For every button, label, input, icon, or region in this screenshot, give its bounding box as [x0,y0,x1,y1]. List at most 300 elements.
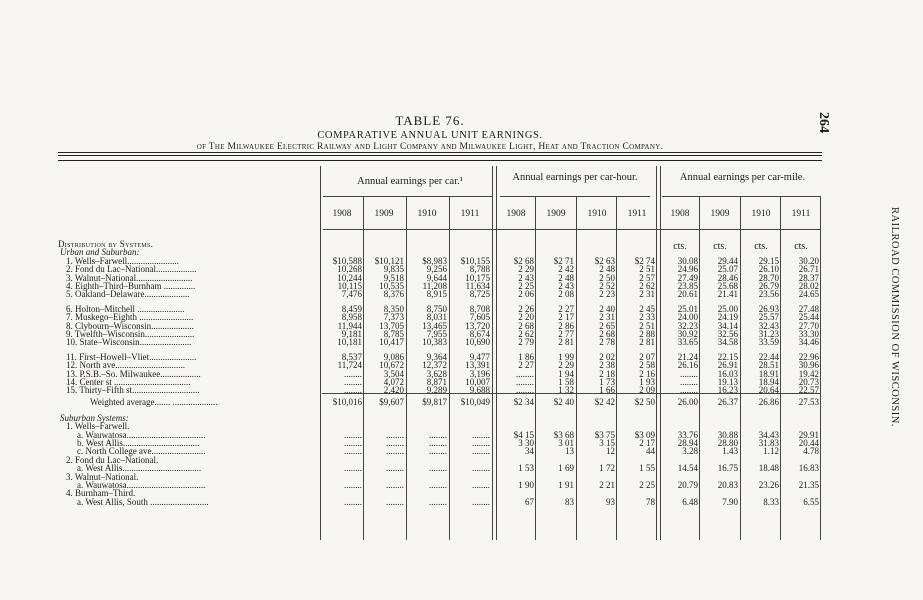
table-cell: 30.20 [798,255,819,266]
table-cell: 33.65 [677,337,698,348]
cts-unit-label: cts. [673,241,687,252]
table-cell: 33.59 [758,337,779,348]
table-cell: 3.28 [682,446,698,457]
table-cell: 9,644 [426,272,447,283]
cts-unit-label: cts. [713,241,727,252]
table-cell: 30.88 [717,429,738,440]
year-header: 1908 [506,209,526,219]
table-cell: 19.13 [717,377,738,387]
table-cell: 9,086 [383,351,404,362]
table-cell: 34 [525,446,534,457]
table-cell: 11,208 [422,281,447,291]
table-cell: 7,605 [469,312,490,323]
table-cell: 6.48 [682,496,698,507]
table-cell: 2 51 [639,264,655,275]
table-cell: 20.44 [798,438,819,448]
table-cell: 8.33 [763,496,779,507]
table-cell: 24.19 [717,312,738,323]
table-title-block [0,113,860,152]
table-cell: 2 23 [599,289,615,300]
table-cell: $2 42 [594,396,615,407]
table-cell: 83 [565,496,574,507]
year-header: 1911 [791,209,811,219]
table-cell: 10,181 [337,337,362,348]
table-cell: ........ [680,377,698,387]
table-cell: 2 33 [639,312,655,323]
table-cell: 9,477 [469,351,490,362]
table-cell: $2 50 [634,396,655,407]
year-header: 1910 [417,209,437,219]
table-cell: 2 86 [558,320,574,331]
year-rule [323,229,820,230]
table-cell: 30.08 [677,255,698,266]
table-cell: 34.58 [717,337,738,348]
top-rule-3 [58,160,822,161]
table-cell: 27.70 [798,320,819,331]
table-cell: ........ [429,438,447,448]
table-cell: 2 51 [639,320,655,331]
table-cell: 26.37 [717,396,738,407]
table-cell: 9,289 [426,385,447,396]
table-cell: 2 27 [558,303,574,314]
table-cell: 9,518 [383,272,404,283]
table-cell: $3 68 [553,429,574,440]
table-cell: $2 34 [513,396,534,407]
table-cell: 31.23 [758,329,779,339]
row-label: 2. Fond du Lac–National. [66,454,159,465]
table-cell: 2 65 [599,320,615,331]
table-cell: 2 40 [599,303,615,314]
row-label: b. West Allis.................................. [77,438,200,448]
table-cell: 2 48 [558,272,574,283]
table-cell: 3,628 [426,368,447,379]
row-label: 4. Eighth–Third–Burnham .............. [66,281,196,291]
row-label: 1. Wells–Farwell. [66,421,130,432]
table-cell: $9,607 [379,396,404,407]
table-cell: 22.15 [717,351,738,362]
table-cell: ........ [344,446,362,457]
row-label: Distribution by Systems. [58,239,154,249]
table-cell: 11,724 [337,360,362,371]
table-cell: 1 69 [558,463,574,474]
table-cell: 20.83 [717,480,738,490]
table-cell: 6.55 [803,496,819,507]
running-head: RAILROAD COMMISSION OF WISCONSIN. [889,207,900,427]
table-cell: 7,476 [341,289,362,300]
table-cell: 27.48 [798,303,819,314]
table-cell: 26.10 [758,264,779,275]
table-cell: ........ [344,438,362,448]
table-cell: 10,115 [337,281,362,291]
year-header: 1909 [710,209,730,219]
table-cell: 24.00 [677,312,698,323]
table-cell: 30.92 [677,329,698,339]
table-cell: 1 66 [599,385,615,396]
group-header-per-car-mile: Annual earnings per car-mile. [679,172,806,183]
row-label: a. Wauwatosa................................... [77,480,206,490]
table-cell: 26.93 [758,303,779,314]
table-number: TABLE 76. [395,113,465,128]
year-header: 1909 [546,209,566,219]
table-cell: 44 [646,446,655,457]
table-cell: 1.43 [722,446,738,457]
table-cell: 29.44 [717,255,738,266]
table-cell: 33.76 [677,429,698,440]
table-cell: 16.75 [717,463,738,474]
table-cell: 2 17 [558,312,574,323]
table-cell: 10,690 [465,337,490,348]
table-cell: 4.78 [803,446,819,457]
table-cell: $2 40 [553,396,574,407]
table-cell: 2 57 [639,272,655,283]
table-cell: 29.15 [758,255,779,266]
table-cell: 2 62 [518,329,534,339]
table-cell: 8,031 [426,312,447,323]
table-cell: 12 [606,446,615,457]
table-cell: 1 58 [558,377,574,387]
table-cell: 8,750 [426,303,447,314]
table-cell: 24.96 [677,264,698,275]
year-header: 1911 [627,209,647,219]
table-row [0,386,923,395]
table-cell: 2 81 [558,337,574,348]
table-cell: 20.73 [798,377,819,387]
table-cell: 27.49 [677,272,698,283]
table-cell: 23.85 [677,281,698,291]
table-cell: ........ [472,463,490,474]
table-cell: 31.83 [758,438,779,448]
table-cell: 30.96 [798,360,819,371]
table-cell: 8,376 [383,289,404,300]
table-cell: ........ [472,429,490,440]
group-header-per-car-hour: Annual earnings per car-hour. [512,172,638,183]
table-cell: 22.96 [798,351,819,362]
year-header: 1911 [460,209,480,219]
row-label: 14. Center st .................................. [66,377,191,387]
row-label: 10. State–Wisconsin....................... [66,337,192,348]
table-cell: 20.64 [758,385,779,396]
row-label: Urban and Suburban: [60,247,140,258]
table-cell: 26.00 [677,396,698,407]
table-cell: 7.90 [722,496,738,507]
table-cell: 2 08 [558,289,574,300]
table-cell: 28.80 [717,438,738,448]
table-subtitle: of The Milwaukee Electric Railway and Light Company and Milwaukee Light, Heat and Traction Company. [196,142,664,152]
table-cell: 10,007 [465,377,490,387]
table-cell: 21.41 [717,289,738,300]
table-cell: ........ [429,429,447,440]
table-cell: 34.46 [798,337,819,348]
table-cell: ........ [344,496,362,507]
table-cell: 25.07 [717,264,738,275]
table-cell: 2 31 [639,289,655,300]
table-cell: 4,072 [383,377,404,387]
table-cell: $10,016 [332,396,362,407]
table-cell: 11,634 [465,281,490,291]
table-cell: 23.56 [758,289,779,300]
table-cell: 32.43 [758,320,779,331]
row-label: a. Wauwatosa................................... [77,429,206,440]
header-rule-car-hour [500,196,650,197]
table-cell: 25.68 [717,281,738,291]
table-cell: 28.37 [798,272,819,283]
header-rule-car-mile [662,196,820,197]
row-label: 9. Twelfth–Wisconsin...................... [66,329,195,339]
table-cell: 2 25 [518,281,534,291]
top-rule [58,152,822,153]
year-header: 1910 [587,209,607,219]
table-cell: 8,537 [341,351,362,362]
table-cell: 10,244 [337,272,362,283]
table-cell: ........ [680,385,698,396]
row-label: 3. Walnut–National. [66,471,139,482]
table-cell: 27.53 [798,396,819,407]
table-cell: 3 01 [558,438,574,448]
table-cell: ........ [344,385,362,396]
table-cell: 2 43 [518,272,534,283]
table-cell: 67 [525,496,534,507]
table-cell: 10,672 [379,360,404,371]
table-cell: 3,196 [469,368,490,379]
weighted-average-rule [322,393,820,394]
table-cell: 29.91 [798,429,819,440]
table-cell: 1 53 [518,463,534,474]
table-cell: ........ [472,438,490,448]
table-cell: 34.43 [758,429,779,440]
table-cell: 16.23 [717,385,738,396]
table-cell: $3 75 [594,429,615,440]
table-cell: 8,350 [383,303,404,314]
page-number: 264 [816,112,831,133]
table-cell: 1 32 [558,385,574,396]
table-cell: 13,391 [465,360,490,371]
table-cell: 18.94 [758,377,779,387]
table-cell: $2 71 [553,255,574,266]
table-cell: ........ [386,480,404,490]
row-label: 1. Wells–Farwell....................... [66,255,179,266]
row-label: a. West Allis................................... [77,463,202,474]
table-cell: 8,915 [426,289,447,300]
table-cell: 19.42 [798,368,819,379]
table-cell: $2 63 [594,255,615,266]
table-cell: 78 [646,496,655,507]
table-cell: 2 06 [518,289,534,300]
table-cell: 13 [565,446,574,457]
table-cell: 12,372 [422,360,447,371]
table-cell: ........ [386,429,404,440]
table-cell: 8,708 [469,303,490,314]
table-cell: 9,256 [426,264,447,275]
year-header: 1909 [374,209,394,219]
table-cell: 2 26 [518,303,534,314]
row-label: Suburban Systems: [60,412,129,423]
top-rule-2 [58,155,822,156]
table-cell: 2 45 [639,303,655,314]
table-cell: 33.30 [798,329,819,339]
cts-unit-label: cts. [754,241,768,252]
table-cell: 7,955 [426,329,447,339]
table-row [0,398,923,407]
table-cell: 16.83 [798,463,819,474]
table-cell: 22.44 [758,351,779,362]
table-cell: ........ [386,438,404,448]
table-cell: 2 07 [639,351,655,362]
row-label: 12. North ave............................... [66,360,185,371]
table-cell: ........ [429,463,447,474]
table-cell: $10,121 [374,255,404,266]
table-cell: 23.26 [758,480,779,490]
table-cell: 8,788 [469,264,490,275]
table-cell: 2 17 [639,438,655,448]
table-cell: 2 48 [599,264,615,275]
table-cell: 25.01 [677,303,698,314]
row-label: 5. Oakland–Delaware.................... [66,289,190,300]
table-cell: 13,705 [379,320,404,331]
table-cell: 3 30 [518,438,534,448]
table-cell: ........ [472,496,490,507]
table-row [0,498,923,507]
table-cell: 7,373 [383,312,404,323]
table-cell: 20.61 [677,289,698,300]
table-cell: 2 88 [639,329,655,339]
table-cell: 11,944 [337,320,362,331]
table-cell: 9,688 [469,385,490,396]
table-cell: $10,049 [460,396,490,407]
table-cell: 2 29 [558,360,574,371]
table-cell: 2 62 [639,281,655,291]
table-cell: 9,835 [383,264,404,275]
table-cell: $3 09 [634,429,655,440]
table-cell: $8,983 [422,255,447,266]
table-cell: 2 27 [518,360,534,371]
table-cell: ........ [516,368,534,379]
table-cell: 18.91 [758,368,779,379]
table-cell: 2 58 [639,360,655,371]
table-cell: ........ [472,446,490,457]
table-cell: 28.02 [798,281,819,291]
table-cell: $9,817 [422,396,447,407]
table-cell: 10,268 [337,264,362,275]
table-cell: 28.46 [717,272,738,283]
table-cell: 2 31 [599,312,615,323]
table-cell: 21.24 [677,351,698,362]
table-cell: 1 99 [558,351,574,362]
row-label: 6. Holton–Mitchell ..................... [66,303,185,314]
table-cell: 2 78 [599,337,615,348]
table-cell: 2 02 [599,351,615,362]
table-cell: 1.12 [763,446,779,457]
table-cell: 8,674 [469,329,490,339]
table-cell: ........ [344,463,362,474]
table-cell: 26.79 [758,281,779,291]
table-cell: 26.16 [677,360,698,371]
table-cell: 2 21 [599,480,615,490]
table-cell: ........ [344,480,362,490]
table-cell: 9,364 [426,351,447,362]
table-cell: ........ [344,429,362,440]
table-cell: 2 68 [599,329,615,339]
table-cell: 2 38 [599,360,615,371]
table-cell: 14.54 [677,463,698,474]
table-cell: 24.65 [798,289,819,300]
table-cell: ........ [386,496,404,507]
table-cell: 13,465 [422,320,447,331]
table-cell: 2 09 [639,385,655,396]
table-cell: 20.79 [677,480,698,490]
table-cell: 1 94 [558,368,574,379]
table-cell: 1 93 [639,377,655,387]
table-cell: 16.03 [717,368,738,379]
table-cell: $10,588 [332,255,362,266]
table-cell: 2 77 [558,329,574,339]
row-label: 4. Burnham–Third. [66,488,136,499]
table-cell: 2 50 [599,272,615,283]
table-cell: 26.71 [798,264,819,275]
table-cell: 2 18 [599,368,615,379]
row-label: 15. Thirty–Fifth st.............................. [66,385,200,396]
table-cell: 10,417 [379,337,404,348]
cts-unit-label: cts. [794,241,808,252]
row-label: a. West Allis, South .......................... [77,496,209,507]
table-cell: 2 20 [518,312,534,323]
table-cell: 1 55 [639,463,655,474]
row-label: 11. First–Howell–Vliet..................... [66,351,197,362]
table-cell: 10,175 [465,272,490,283]
table-cell: $10,155 [460,255,490,266]
table-cell: 25.00 [717,303,738,314]
table-cell: ........ [429,446,447,457]
table-cell: $2 68 [513,255,534,266]
row-label: c. North College ave........................ [77,446,206,457]
table-cell: 25.44 [798,312,819,323]
row-label: 13. P.S.B.–So. Milwaukee.................. [66,368,201,379]
table-cell: 28.51 [758,360,779,371]
table-cell: 10,535 [379,281,404,291]
table-cell: ........ [429,480,447,490]
table-title: COMPARATIVE ANNUAL UNIT EARNINGS. [317,130,543,141]
table-cell: 2 16 [639,368,655,379]
table-cell: ........ [344,368,362,379]
table-cell: 10,383 [422,337,447,348]
table-cell: ........ [429,496,447,507]
table-cell: 2 81 [639,337,655,348]
table-cell: 2 42 [558,264,574,275]
header-rule-car [323,196,493,197]
table-cell: 13,720 [465,320,490,331]
table-cell: 1 72 [599,463,615,474]
table-cell: ........ [344,377,362,387]
table-cell: 3 15 [599,438,615,448]
year-header: 1908 [670,209,690,219]
year-header: 1908 [332,209,352,219]
table-cell: $4 15 [513,429,534,440]
row-label: 7. Muskego–Eighth ........................ [66,312,194,323]
table-cell: ........ [472,480,490,490]
table-cell: ........ [680,368,698,379]
table-cell: 8,459 [341,303,362,314]
row-label: 3. Walnut–National......................... [66,272,193,283]
table-cell: 32.23 [677,320,698,331]
table-cell: 22.57 [798,385,819,396]
table-cell: 28.70 [758,272,779,283]
table-cell: 8,871 [426,377,447,387]
group-header-per-car: Annual earnings per car.¹ [357,176,463,187]
table-cell: 9,181 [341,329,362,339]
table-cell: 8,725 [469,289,490,300]
table-cell: 3,504 [383,368,404,379]
table-cell: ........ [386,446,404,457]
row-label: Weighted average....... .................... [90,396,218,407]
